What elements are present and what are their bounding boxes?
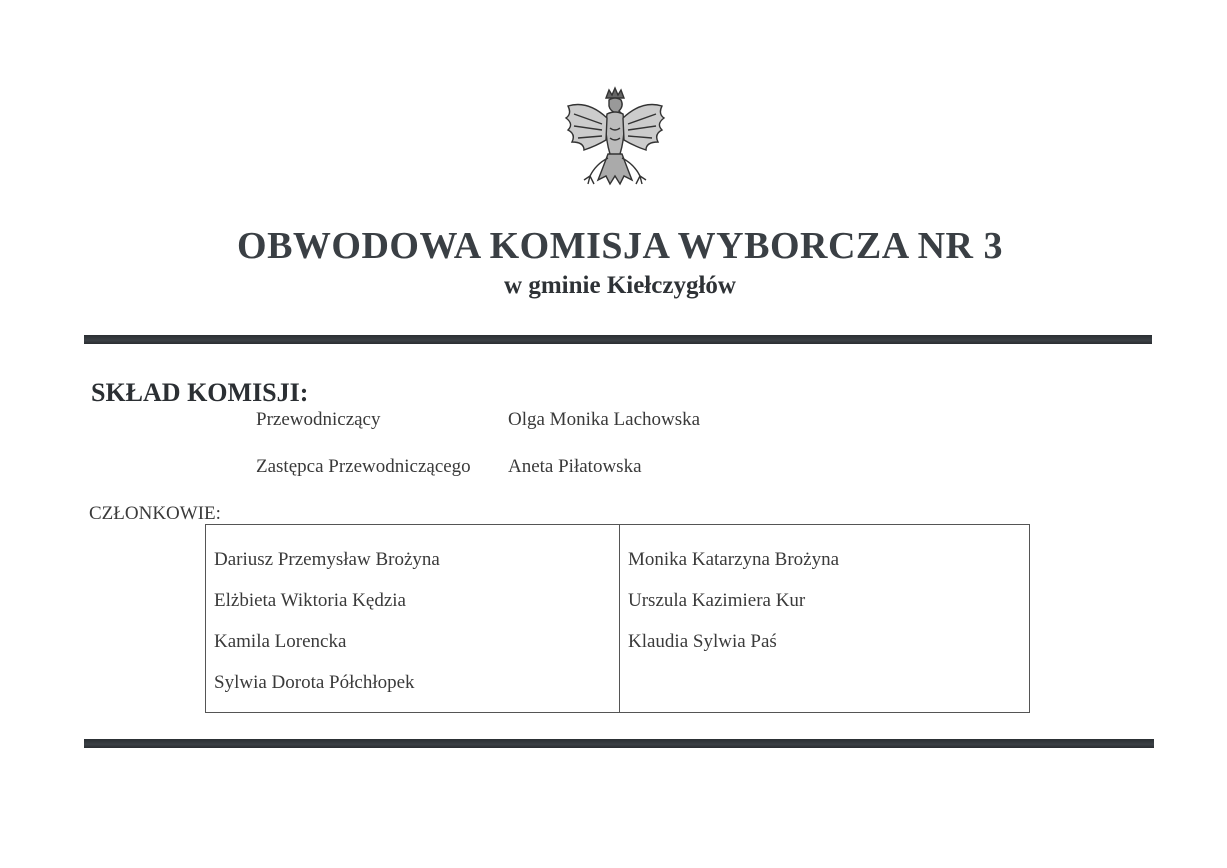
document-title: OBWODOWA KOMISJA WYBORCZA NR 3 <box>237 225 1003 267</box>
polish-eagle-emblem-icon <box>562 84 668 204</box>
document-subtitle: w gminie Kiełczygłów <box>504 272 736 299</box>
role-deputy-name: Aneta Piłatowska <box>508 456 642 477</box>
role-chairman-name: Olga Monika Lachowska <box>508 409 701 430</box>
member-name: Elżbieta Wiktoria Kędzia <box>214 590 406 611</box>
member-name: Klaudia Sylwia Paś <box>628 631 777 652</box>
top-divider <box>84 335 1152 344</box>
members-column-right <box>620 525 1029 712</box>
members-column-left <box>206 525 620 712</box>
member-name: Sylwia Dorota Półchłopek <box>214 672 415 693</box>
member-name: Urszula Kazimiera Kur <box>628 590 806 611</box>
role-deputy-label: Zastępca Przewodniczącego <box>256 456 471 477</box>
member-name: Kamila Lorencka <box>214 631 347 652</box>
members-table <box>205 524 1030 713</box>
role-chairman-label: Przewodniczący <box>256 409 381 430</box>
member-name: Dariusz Przemysław Brożyna <box>214 549 440 570</box>
composition-heading: SKŁAD KOMISJI: <box>91 378 309 407</box>
bottom-divider <box>84 739 1154 748</box>
members-heading: CZŁONKOWIE: <box>89 503 221 524</box>
member-name: Monika Katarzyna Brożyna <box>628 549 840 570</box>
